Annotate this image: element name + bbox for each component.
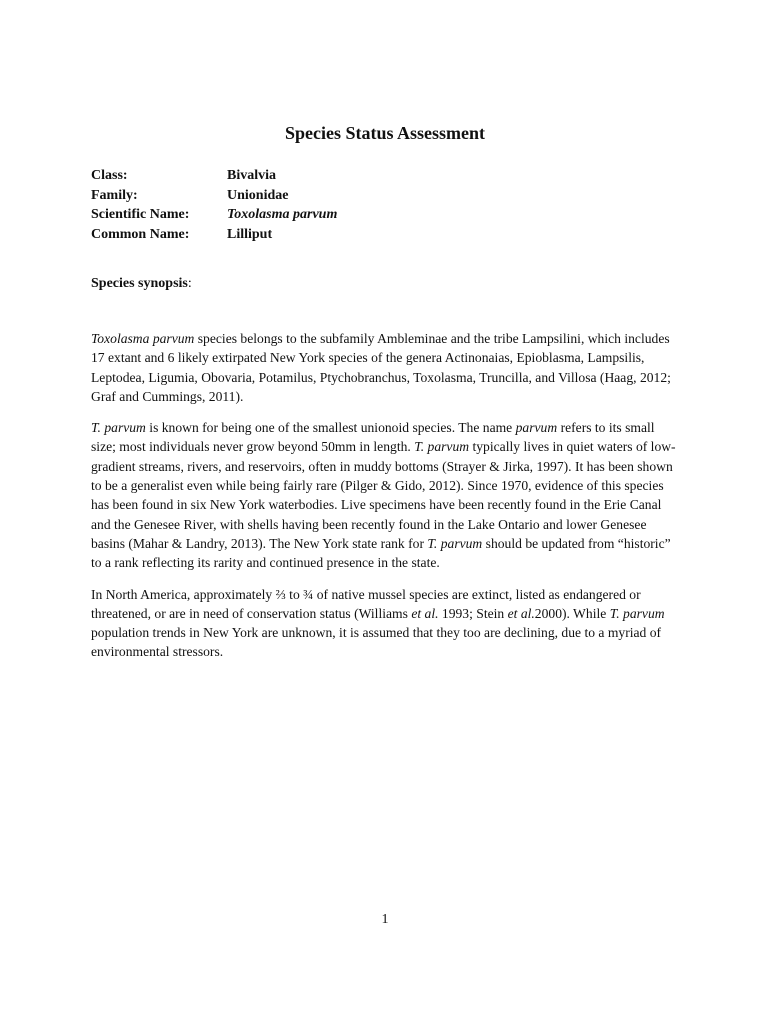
common-name-row [91, 225, 591, 245]
italic-text-run: et al. [507, 605, 535, 621]
italic-text-run: T. parvum [91, 420, 146, 436]
synopsis-colon: : [187, 276, 192, 291]
family-row [91, 186, 591, 206]
synopsis-body [91, 329, 681, 674]
italic-text-run: T. parvum [414, 439, 470, 455]
italic-text-run: Toxolasma parvum [91, 331, 195, 346]
family-label: Family: [91, 187, 138, 203]
synopsis-paragraph-3 [91, 585, 681, 662]
text-run: should be updated from “historic” to a rank reflecting its rarity and continued presence in the state. [91, 535, 671, 571]
class-label: Class: [91, 168, 128, 183]
italic-text-run: et al. [411, 605, 439, 621]
text-run: 2000). While [534, 605, 610, 621]
synopsis-paragraph-2 [91, 418, 681, 572]
document-title: Species Status Assessment [284, 123, 485, 143]
synopsis-heading [91, 274, 192, 294]
italic-text-run: parvum [515, 420, 558, 436]
italic-text-run: T. parvum [427, 535, 483, 551]
class-value: Bivalvia [227, 168, 277, 183]
synopsis-label: Species synopsis [91, 276, 188, 291]
text-run: refers to its small size; most individuals never grow beyond 50mm in length. [91, 420, 655, 455]
text-run: In North America, approximately ⅔ to ¾ of native mussel species are extinct, listed as endangered or threatened, or are in need of conservation status (Williams [91, 586, 641, 621]
text-run: 1993; Stein [438, 605, 508, 621]
text-run: typically lives in quiet waters of low-gradient streams, rivers, and reservoirs, often in muddy bottoms (Strayer & Jirka, 1997). It has been shown to be a generalist even while being fairly rare (Pilger & Gido, 2012). Since 1970, evidence of this species has been found in six New York waterbodies. Live specimens have been recently found in the Erie Canal and the Genesee River, with shells having been recently found in the Lake Ontario and lower Genesee basins (Mahar & Landry, 2013). The New York state rank for [91, 439, 676, 551]
text-run: species belongs to the subfamily Ambleminae and the tribe Lampsilini, which includes 17 extant and 6 likely extirpated New York species of the genera Actinonaias, Epioblasma, Lampsilis, Leptodea, Ligumia, Obovaria, Potamilus, Ptychobranchus, Toxolasma, Truncilla, and Villosa (Haag, 2012; Graf and Cummings, 2011). [91, 331, 671, 404]
scientific-name-label: Scientific Name: [91, 207, 190, 223]
classification-table [91, 166, 591, 245]
scientific-name-row [91, 205, 591, 225]
synopsis-paragraph-1 [91, 329, 681, 406]
italic-text-run: T. parvum [609, 605, 665, 621]
family-value: Unionidae [227, 187, 289, 203]
page-number: 1 [381, 912, 389, 927]
text-run: is known for being one of the smallest unionoid species. The name [145, 420, 516, 436]
common-name-label: Common Name: [91, 227, 190, 243]
class-row [91, 166, 591, 186]
common-name-value: Lilliput [227, 227, 273, 243]
scientific-name-value: Toxolasma parvum [227, 207, 338, 223]
text-run: population trends in New York are unknown, it is assumed that they too are declining, due to a myriad of environmental stressors. [91, 625, 662, 660]
